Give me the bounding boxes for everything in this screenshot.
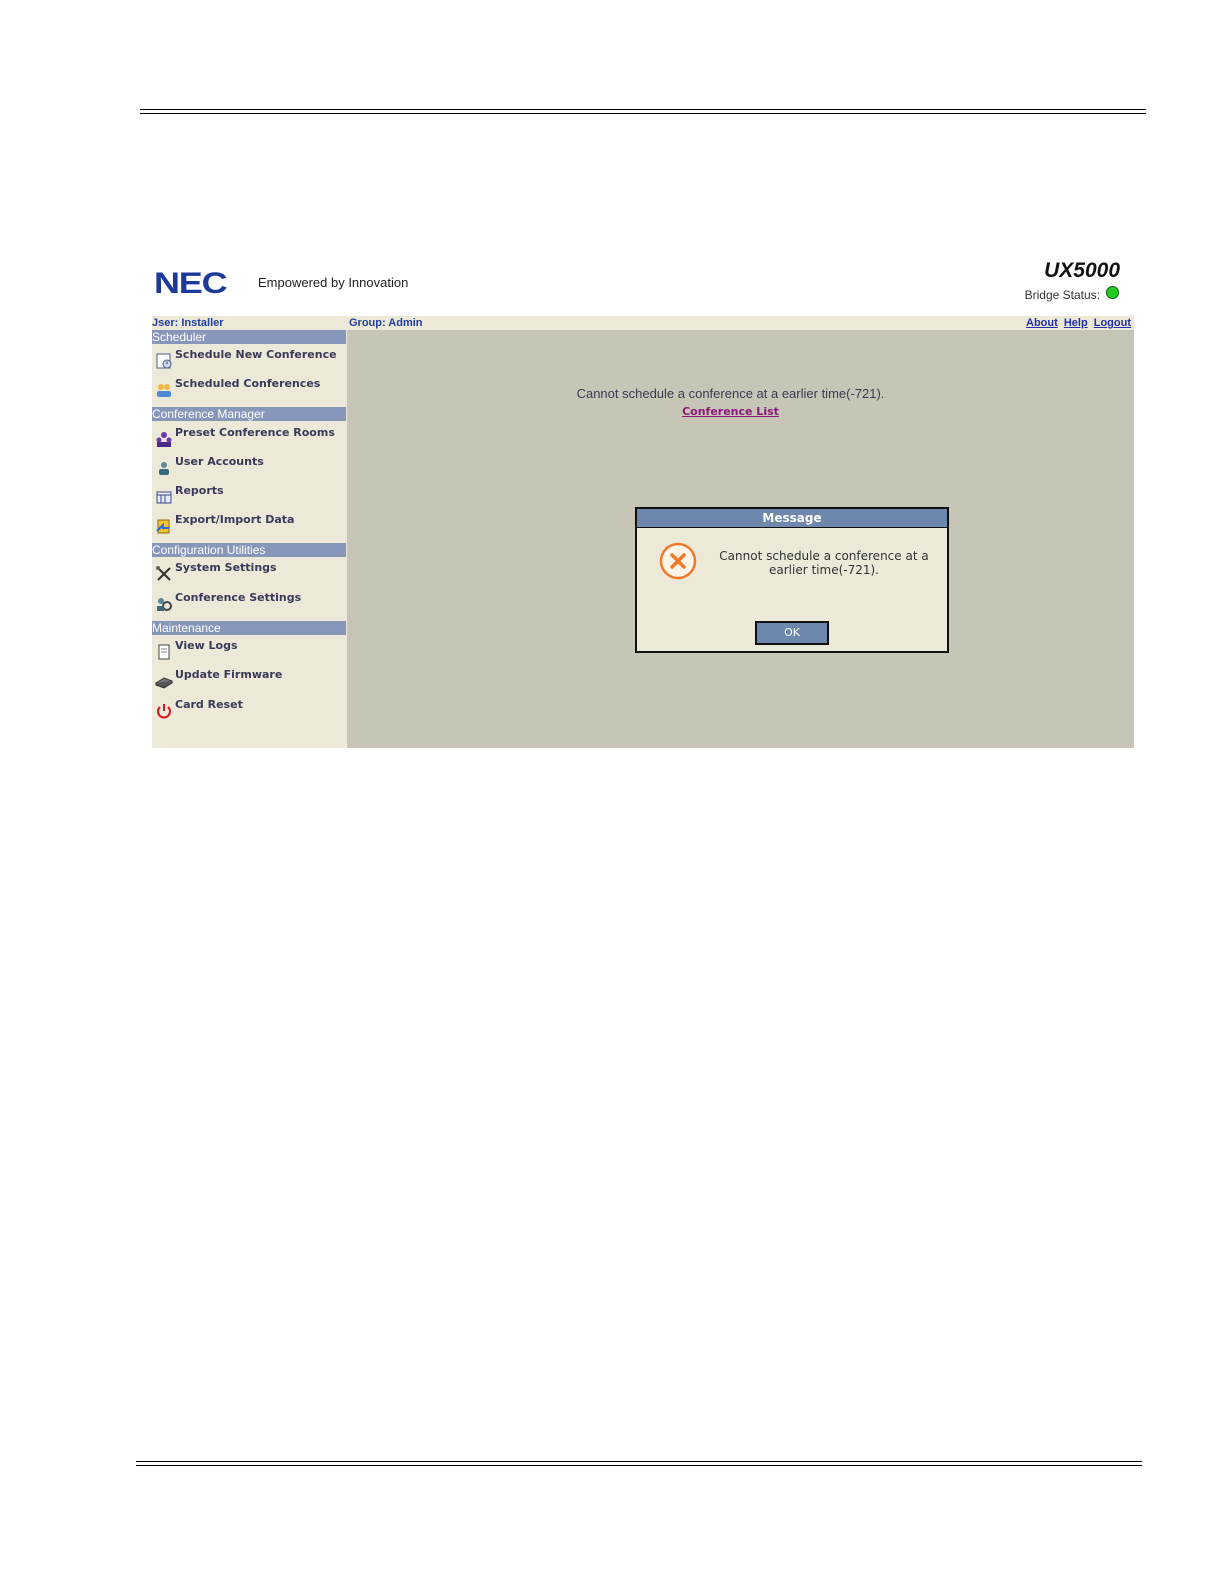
sidebar-item-label: Schedule New Conference — [175, 348, 337, 361]
room-icon — [155, 430, 173, 448]
user-bar — [152, 316, 1134, 330]
sidebar-section-configuration-utilities: Configuration Utilities — [152, 543, 346, 557]
bridge-status-indicator-icon — [1106, 286, 1119, 299]
header-links — [1023, 317, 1131, 329]
sidebar-section-maintenance: Maintenance — [152, 621, 346, 635]
people-icon — [155, 381, 173, 399]
power-icon — [155, 702, 173, 720]
firmware-icon — [155, 672, 173, 690]
calendar-icon — [155, 488, 173, 506]
sidebar-item-label: Export/Import Data — [175, 513, 295, 526]
sidebar-item-reports[interactable] — [152, 482, 346, 508]
sidebar-item-label: User Accounts — [175, 455, 264, 468]
gear-people-icon — [155, 595, 173, 613]
user-label: Jser: Installer — [152, 317, 224, 329]
sidebar-item-label: Scheduled Conferences — [175, 377, 321, 390]
log-icon — [155, 643, 173, 661]
sidebar-item-label: System Settings — [175, 561, 277, 574]
sidebar-item-label: Conference Settings — [175, 591, 302, 604]
bridge-status-label: Bridge Status: — [1024, 288, 1100, 302]
error-x-icon — [659, 542, 697, 580]
dialog-title: Message — [637, 509, 947, 528]
sidebar-item-conference-settings[interactable] — [152, 589, 346, 615]
sidebar-item-label: Update Firmware — [175, 668, 283, 681]
main-content — [347, 330, 1134, 748]
message-dialog — [635, 507, 949, 653]
sidebar-item-view-logs[interactable] — [152, 637, 346, 663]
sidebar-section-scheduler: Scheduler — [152, 330, 346, 344]
error-message: Cannot schedule a conference at a earlier time(-721). — [576, 386, 885, 401]
bottom-rule — [136, 1461, 1142, 1462]
sidebar-item-system-settings[interactable] — [152, 559, 346, 585]
group-label: Group: Admin — [349, 317, 423, 329]
help-link[interactable]: Help — [1063, 317, 1088, 329]
dialog-message — [713, 549, 935, 577]
sidebar — [152, 330, 346, 748]
sidebar-item-export-import-data[interactable] — [152, 511, 346, 537]
tagline: Empowered by Innovation — [258, 275, 409, 290]
logout-link[interactable]: Logout — [1093, 317, 1131, 329]
app-screenshot — [152, 255, 1134, 748]
schedule-icon — [155, 352, 173, 370]
sidebar-item-label: View Logs — [175, 639, 238, 652]
top-rule-inner — [140, 113, 1146, 114]
top-rule — [140, 109, 1146, 110]
header-bar — [152, 255, 1134, 316]
ok-button[interactable]: OK — [755, 621, 829, 645]
conference-list-link[interactable]: Conference List — [682, 405, 779, 418]
product-name: UX5000 — [1044, 259, 1120, 282]
sidebar-item-user-accounts[interactable] — [152, 453, 346, 479]
dialog-message-line1: Cannot schedule a conference at a — [719, 549, 929, 563]
sidebar-item-label: Preset Conference Rooms — [175, 426, 335, 439]
user-icon — [155, 459, 173, 477]
sidebar-item-scheduled-conferences[interactable] — [152, 375, 346, 401]
tools-icon — [155, 565, 173, 583]
about-link[interactable]: About — [1026, 317, 1058, 329]
nec-logo: NEC — [154, 267, 227, 300]
sidebar-item-label: Reports — [175, 484, 224, 497]
sidebar-section-conference-manager: Conference Manager — [152, 407, 346, 421]
dialog-message-line2: earlier time(-721). — [769, 563, 879, 577]
sidebar-item-update-firmware[interactable] — [152, 666, 346, 692]
sidebar-item-preset-conference-rooms[interactable] — [152, 424, 346, 450]
sidebar-item-card-reset[interactable] — [152, 696, 346, 722]
export-icon — [155, 517, 173, 535]
sidebar-item-schedule-new-conference[interactable] — [152, 346, 346, 372]
sidebar-item-label: Card Reset — [175, 698, 243, 711]
bottom-rule-inner — [136, 1465, 1142, 1466]
